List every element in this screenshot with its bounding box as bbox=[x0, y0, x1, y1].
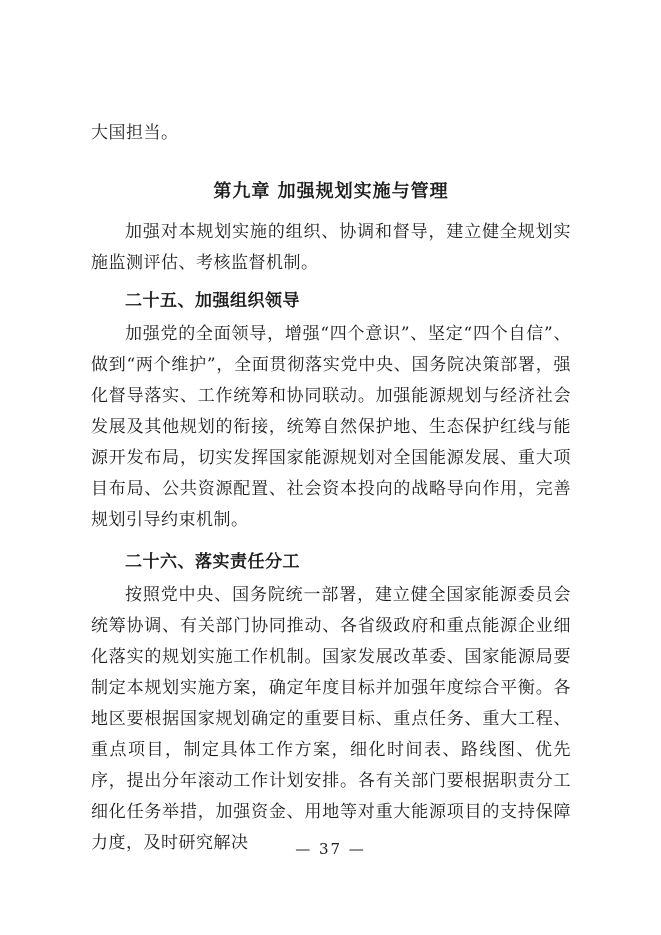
chapter-title: 第九章 加强规划实施与管理 bbox=[213, 181, 449, 202]
paragraph-section-26: 按照党中央、国务院统一部署，建立健全国家能源委员会统筹协调、有关部门协同推动、各省级政府和重点能源企业细化落实的规划实施工作机制。国家发展改革委、国家能源局要制定本规划实施方案，确定年度目标并加强年度综合平衡。各地区要根据国家规划确定的重要目标、重点任务、重大工程、重点项目，制定具体工作方案，细化时间表、路线图、优先序，提出分年滚动工作计划安排。各有关部门要根据职责分工细化任务举措，加强资金、用地等对重大能源项目的支持保障力度，及时研究解决 bbox=[91, 585, 571, 853]
paragraph-intro: 加强对本规划实施的组织、协调和督导，建立健全规划实施监测评估、考核监督机制。 bbox=[91, 222, 571, 273]
paragraph-leading: 大国担当。 bbox=[91, 123, 179, 143]
page-number: — 37 — bbox=[295, 840, 366, 858]
paragraph-section-25: 加强党的全面领导，增强“四个意识”、坚定“四个自信”、做到“两个维护”，全面贯彻落实党中央、国务院决策部署，强化督导落实、工作统筹和协同联动。加强能源规划与经济社会发展及其他规划的衔接，统筹自然保护地、生态保护红线与能源开发布局，切实发挥国家能源规划对全国能源发展、重大项目布局、公共资源配置、社会资本投向的战略导向作用，完善规划引导约束机制。 bbox=[91, 324, 571, 530]
section-heading-26: 二十六、落实责任分工 bbox=[125, 552, 300, 572]
section-heading-25: 二十五、加强组织领导 bbox=[125, 291, 300, 311]
